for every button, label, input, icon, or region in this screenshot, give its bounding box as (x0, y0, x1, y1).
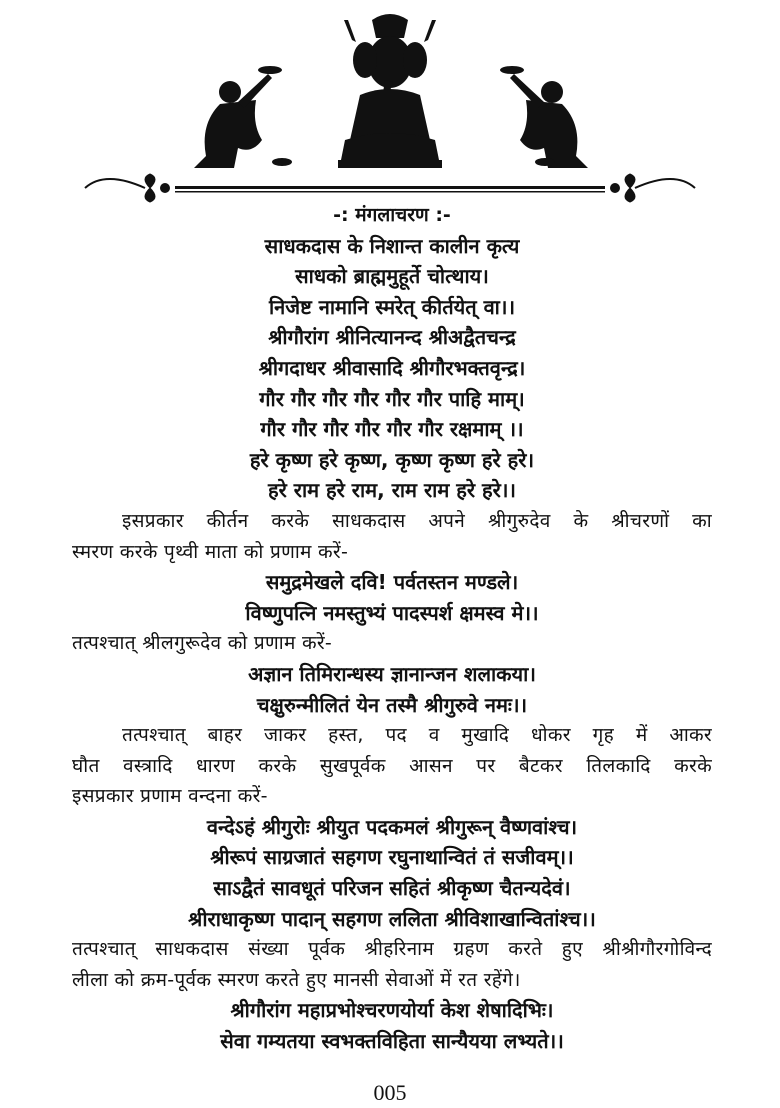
verse-line: वन्देऽहं श्रीगुरोः श्रीयुत पदकमलं श्रीगुरून् वैष्णवांश्च। (206, 814, 578, 839)
prose-line: तत्पश्चात् साधकदास संख्या पूर्वक श्रीहरिनाम ग्रहण करते हुए श्रीश्रीगौरगोविन्द (72, 938, 712, 961)
verse-line: श्रीराधाकृष्ण पादान् सहगण ललिता श्रीविशाखान्वितांश्च।। (188, 906, 596, 931)
prose-line: तत्पश्चात् बाहर जाकर हस्त, पद व मुखादि धोकर गृह में आकर (122, 724, 712, 747)
prose-line: तत्पश्चात् श्रीलगुरूदेव को प्रणाम करें- (72, 632, 333, 655)
ornamental-divider (85, 174, 695, 202)
devotee-left-illustration (194, 66, 292, 168)
verse-line: विष्णुपत्नि नमस्तुभ्यं पादस्पर्श क्षमस्व मे।। (245, 600, 539, 625)
header-illustration (0, 0, 780, 205)
verse-line: साधकदास के निशान्त कालीन कृत्य (264, 233, 520, 258)
ganesha-illustration (338, 14, 442, 168)
page-content (72, 200, 712, 1057)
verse-line: श्रीरूपं साग्रजातं सहगण रघुनाथान्वितं तं सजीवम्।। (210, 845, 574, 870)
verse-line: साऽद्वैतं सावधूतं परिजन सहितं श्रीकृष्ण चैतन्यदेवं। (213, 876, 571, 901)
verse-line: समुद्रमेखले दवि! पर्वतस्तन मण्डले। (265, 570, 519, 595)
verse-line: हरे राम हरे राम, राम राम हरे हरे।। (268, 478, 516, 503)
verse-line: निजेष्ट नामानि स्मरेत् कीर्तयेत् वा।। (268, 294, 516, 319)
prose-line: घौत वस्त्रादि धारण करके सुखपूर्वक आसन पर बैटकर तिलकादि करके (72, 754, 712, 777)
prose-line: स्मरण करके पृथ्वी माता को प्रणाम करें- (72, 540, 349, 563)
verse-line: साधको ब्राह्ममुहूर्ते चोत्थाय। (295, 264, 489, 289)
verse-line: सेवा गम्यतया स्वभक्तविहिता सान्यैयया लभ्यते।। (220, 1029, 564, 1054)
verse-line: श्रीगदाधर श्रीवासादि श्रीगौरभक्तवृन्द्र। (258, 355, 526, 380)
verse-line: गौर गौर गौर गौर गौर गौर रक्षमाम् ।। (260, 417, 524, 442)
devotee-right-illustration (500, 66, 588, 168)
verse-line: गौर गौर गौर गौर गौर गौर पाहि माम्। (259, 386, 525, 411)
section-heading: -: मंगलाचरण :- (333, 204, 451, 226)
verse-line: श्रीगौरांग महाप्रभोश्चरणयोर्या केश शेषादिभिः। (230, 998, 554, 1023)
prose-line: लीला को क्रम-पूर्वक स्मरण करते हुए मानसी सेवाओं में रत रहेंगे। (72, 968, 521, 991)
prose-line: इसप्रकार प्रणाम वन्दना करें- (72, 785, 268, 808)
verse-line: अज्ञान तिमिरान्धस्य ज्ञानान्जन शलाकया। (248, 661, 536, 686)
verse-line: चक्षुरुन्मीलितं येन तस्मै श्रीगुरुवे नमः।। (256, 692, 528, 717)
page-number: 005 (373, 1080, 407, 1105)
prose-line: इसप्रकार कीर्तन करके साधकदास अपने श्रीगुरुदेव के श्रीचरणों का (122, 509, 712, 532)
verse-line: हरे कृष्ण हरे कृष्ण, कृष्ण कृष्ण हरे हरे। (249, 447, 535, 472)
verse-line: श्रीगौरांग श्रीनित्यानन्द श्रीअद्वैतचन्द्र (268, 325, 516, 350)
